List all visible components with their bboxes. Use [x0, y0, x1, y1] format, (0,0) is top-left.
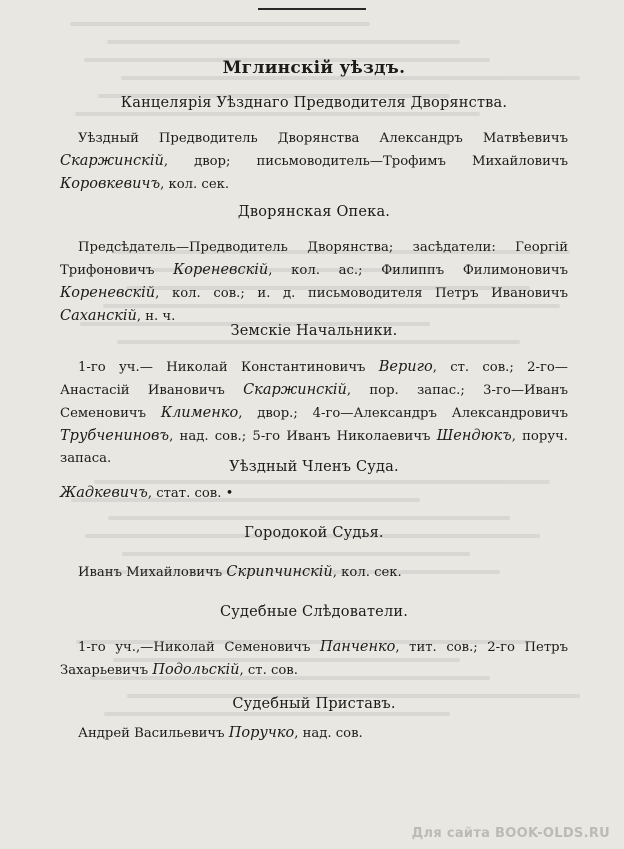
body-text-run: Уѣздный Предводитель Дворянства Александръ Матвѣевичъ	[78, 131, 568, 146]
section-heading-chancellery: Канцелярiя Уѣзднаго Предводителя Дворянства.	[120, 95, 508, 111]
section-body-court-member	[60, 482, 568, 505]
page-title: Мглинскiй уѣздъ.	[222, 58, 406, 78]
body-text-run: , пор. запас.; 3-го—Иванъ Семеновичъ	[60, 383, 568, 421]
body-text-run: , кол. сек.	[332, 565, 402, 580]
surname-italic: Жадкевичъ	[60, 485, 148, 501]
body-text-run: , н. ч.	[136, 309, 176, 324]
section-body-city-judge	[60, 561, 568, 584]
body-text-run: , двор; письмоводитель—Трофимъ Михайловичъ	[163, 154, 568, 169]
surname-italic: Скаржинскiй	[243, 382, 347, 398]
section-heading-bailiff: Судебный Приставъ.	[232, 696, 396, 712]
surname-italic: Вериго	[378, 359, 433, 375]
body-text-run: Иванъ Михайловичъ	[78, 565, 227, 580]
body-text-run: , ст. сов.; 2-го—Анастасiй Ивановичъ	[60, 360, 568, 398]
body-text-run: , стат. сов. •	[147, 486, 234, 501]
body-text-run: , кол. сов.; и. д. письмоводителя Петръ Ивановичъ	[155, 286, 568, 301]
surname-italic: Клименко	[160, 405, 239, 421]
surname-italic: Коровкевичъ	[60, 176, 161, 192]
surname-italic: Трубчениновъ	[60, 428, 170, 444]
body-text-run: , ст. сов.	[239, 663, 298, 678]
body-text-run: , тит. сов.; 2-го Петръ Захарьевичъ	[60, 640, 568, 678]
surname-italic: Кореневскiй	[60, 285, 156, 301]
body-text-run: Предсѣдатель—Предводитель Дворянства; засѣдатели: Георгiй Трифоновичъ	[60, 240, 568, 278]
body-text-run: , поруч. запаса.	[60, 429, 568, 466]
section-heading-city-judge: Городокой Судья.	[244, 525, 384, 541]
top-rule	[258, 8, 366, 10]
body-text-run: , кол. сек.	[160, 177, 230, 192]
section-heading-investigators: Судебные Слѣдователи.	[219, 604, 409, 620]
section-body-zemstvo-chiefs	[60, 356, 568, 470]
body-text-run: , двор.; 4-го—Александръ Александровичъ	[238, 406, 568, 421]
surname-italic: Панченко	[320, 639, 396, 655]
body-text-run: , над. сов.	[294, 726, 363, 741]
section-heading-zemstvo-chiefs: Земскiе Начальники.	[230, 323, 398, 339]
section-heading-guardianship: Дворянская Опека.	[237, 204, 391, 220]
body-text-run: Андрей Васильевичъ	[78, 726, 229, 741]
surname-italic: Кореневскiй	[173, 262, 269, 278]
section-body-bailiff	[60, 722, 568, 745]
site-watermark: Для сайта BOOK-OLDS.RU	[411, 826, 610, 841]
section-body-investigators	[60, 636, 568, 682]
body-text-run: , над. сов.; 5-го Иванъ Николаевичъ	[169, 429, 437, 444]
surname-italic: Саханскiй	[60, 308, 137, 324]
section-body-guardianship	[60, 237, 568, 328]
body-text-run: , кол. ас.; Филиппъ Филимоновичъ	[268, 263, 568, 278]
surname-italic: Подольскiй	[152, 662, 240, 678]
surname-italic: Скрипчинскiй	[226, 564, 333, 580]
surname-italic: Шендюкъ	[436, 428, 512, 444]
body-text-run: 1-го уч.,—Николай Семеновичъ	[78, 640, 320, 655]
surname-italic: Скаржинскiй	[60, 153, 164, 169]
section-body-chancellery	[60, 128, 568, 196]
surname-italic: Поручко	[228, 725, 295, 741]
section-heading-court-member: Уѣздный Членъ Суда.	[229, 459, 399, 475]
body-text-run: 1-го уч.— Николай Константиновичъ	[78, 360, 379, 375]
